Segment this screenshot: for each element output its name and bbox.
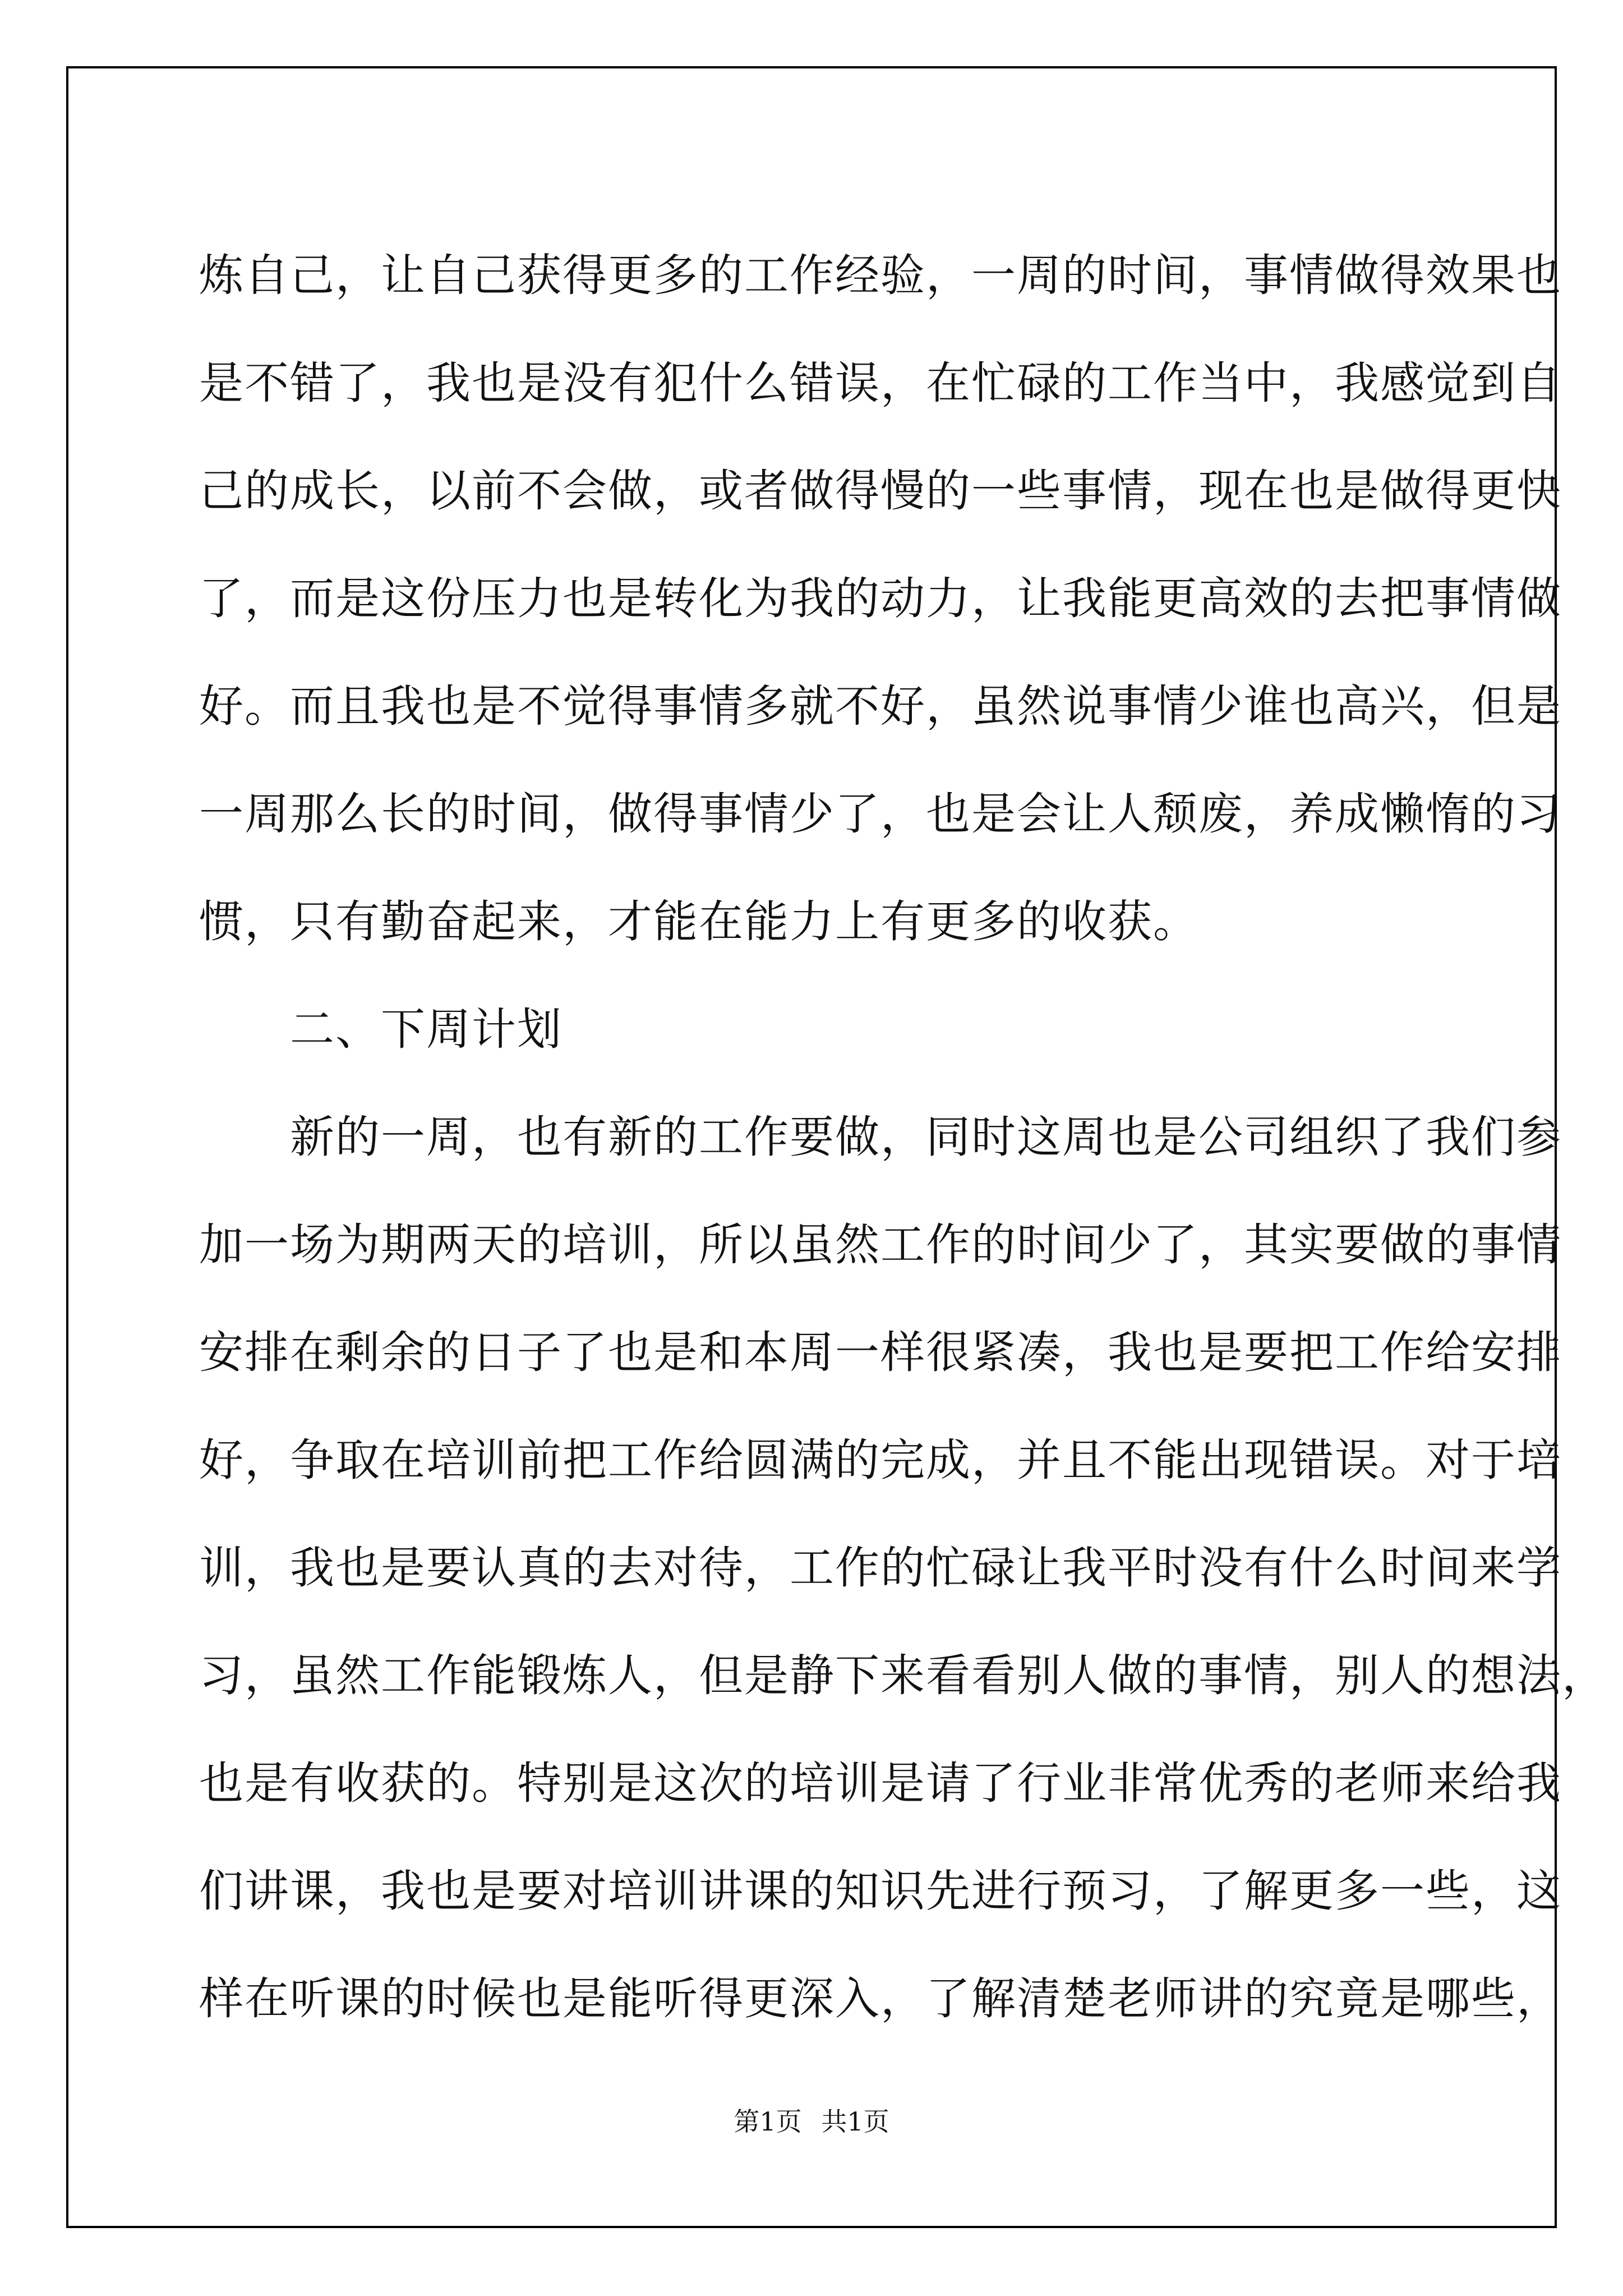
body-line: 们讲课，我也是要对培训讲课的知识先进行预习，了解更多一些，这 [199, 1865, 1562, 1917]
body-line: 样在听课的时候也是能听得更深入，了解清楚老师讲的究竟是哪些， [199, 1973, 1562, 2024]
section-heading: 二、下周计划 [199, 1004, 562, 1055]
page-footer [0, 2101, 1623, 2138]
body-line: 好，争取在培训前把工作给圆满的完成，并且不能出现错误。对于培 [199, 1434, 1562, 1486]
body-line: 惯，只有勤奋起来，才能在能力上有更多的收获。 [199, 896, 1198, 947]
body-line: 己的成长，以前不会做，或者做得慢的一些事情，现在也是做得更快 [199, 465, 1562, 517]
body-line: 炼自己，让自己获得更多的工作经验，一周的时间，事情做得效果也 [199, 250, 1562, 301]
body-line: 安排在剩余的日子了也是和本周一样很紧凑，我也是要把工作给安排 [199, 1327, 1562, 1378]
page-number: 第1页 [734, 2106, 802, 2137]
page-total: 共1页 [821, 2106, 889, 2137]
body-line: 加一场为期两天的培训，所以虽然工作的时间少了，其实要做的事情 [199, 1219, 1562, 1271]
body-line: 好。而且我也是不觉得事情多就不好，虽然说事情少谁也高兴，但是 [199, 680, 1562, 732]
body-line: 也是有收获的。特别是这次的培训是请了行业非常优秀的老师来给我 [199, 1757, 1562, 1809]
document-body [199, 222, 1607, 2053]
body-line: 了，而是这份压力也是转化为我的动力，让我能更高效的去把事情做 [199, 573, 1562, 624]
body-line: 是不错了，我也是没有犯什么错误，在忙碌的工作当中，我感觉到自 [199, 357, 1562, 409]
body-line: 训，我也是要认真的去对待，工作的忙碌让我平时没有什么时间来学 [199, 1542, 1562, 1594]
body-line: 新的一周，也有新的工作要做，同时这周也是公司组织了我们参 [199, 1111, 1562, 1163]
body-line: 习，虽然工作能锻炼人，但是静下来看看别人做的事情，别人的想法， [199, 1650, 1607, 1701]
body-line: 一周那么长的时间，做得事情少了，也是会让人颓废，养成懒惰的习 [199, 788, 1562, 840]
